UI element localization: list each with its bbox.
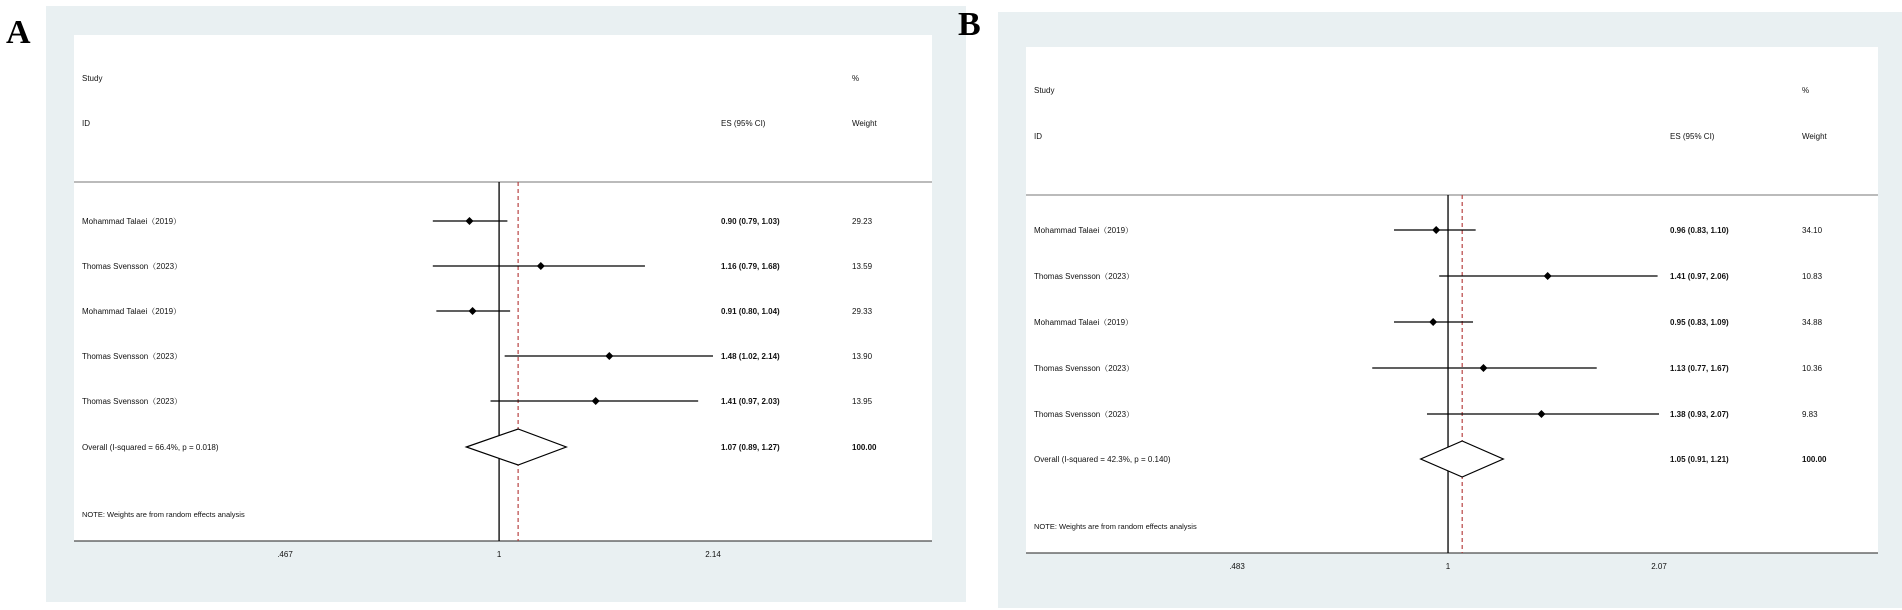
- study-es-ci: 1.38 (0.93, 2.07): [1670, 410, 1729, 419]
- panel-b-letter: B: [958, 6, 981, 43]
- header-weight-percent: %: [852, 74, 860, 83]
- study-weight: 13.90: [852, 352, 873, 361]
- study-es-ci: 0.90 (0.79, 1.03): [721, 217, 780, 226]
- header-weight-label: Weight: [852, 119, 877, 128]
- overall-es-ci: 1.05 (0.91, 1.21): [1670, 455, 1729, 464]
- study-es-ci: 1.41 (0.97, 2.06): [1670, 272, 1729, 281]
- study-point-estimate: [1479, 364, 1487, 372]
- study-label: Thomas Svensson（2023）: [1034, 272, 1135, 281]
- study-label: Thomas Svensson（2023）: [82, 397, 183, 406]
- overall-es-ci: 1.07 (0.89, 1.27): [721, 443, 780, 452]
- study-es-ci: 1.13 (0.77, 1.67): [1670, 364, 1729, 373]
- study-weight: 10.36: [1802, 364, 1823, 373]
- study-point-estimate: [1537, 410, 1545, 418]
- study-point-estimate: [1544, 272, 1552, 280]
- overall-label: Overall (I-squared = 66.4%, p = 0.018): [82, 443, 219, 452]
- study-point-estimate: [1432, 226, 1440, 234]
- study-es-ci: 0.95 (0.83, 1.09): [1670, 318, 1729, 327]
- panel-a-letter: A: [6, 14, 31, 51]
- x-tick-label: 1: [496, 550, 502, 559]
- x-tick-label: .467: [277, 550, 293, 559]
- header-es-label: ES (95% CI): [721, 119, 766, 128]
- study-label: Mohammad Talaei（2019）: [82, 307, 182, 316]
- study-point-estimate: [1429, 318, 1437, 326]
- study-weight: 9.83: [1802, 410, 1818, 419]
- overall-label: Overall (I-squared = 42.3%, p = 0.140): [1034, 455, 1171, 464]
- random-effects-note: NOTE: Weights are from random effects analysis: [1034, 522, 1197, 531]
- overall-weight: 100.00: [852, 443, 877, 452]
- random-effects-note: NOTE: Weights are from random effects analysis: [82, 510, 245, 519]
- overall-weight: 100.00: [1802, 455, 1827, 464]
- study-weight: 34.10: [1802, 226, 1823, 235]
- study-es-ci: 1.48 (1.02, 2.14): [721, 352, 780, 361]
- study-es-ci: 0.96 (0.83, 1.10): [1670, 226, 1729, 235]
- study-label: Mohammad Talaei（2019）: [82, 217, 182, 226]
- study-weight: 13.59: [852, 262, 873, 271]
- study-es-ci: 0.91 (0.80, 1.04): [721, 307, 780, 316]
- study-label: Thomas Svensson（2023）: [1034, 364, 1135, 373]
- study-label: Mohammad Talaei（2019）: [1034, 226, 1134, 235]
- header-id-label: ID: [1034, 132, 1042, 141]
- header-id-label: ID: [82, 119, 90, 128]
- header-weight-percent: %: [1802, 86, 1810, 95]
- study-weight: 34.88: [1802, 318, 1823, 327]
- study-weight: 29.33: [852, 307, 873, 316]
- x-tick-label: 2.14: [705, 550, 721, 559]
- header-weight-label: Weight: [1802, 132, 1827, 141]
- study-label: Thomas Svensson（2023）: [82, 262, 183, 271]
- header-study-label: Study: [82, 74, 103, 83]
- overall-diamond: [1421, 441, 1504, 477]
- study-weight: 29.23: [852, 217, 873, 226]
- study-es-ci: 1.16 (0.79, 1.68): [721, 262, 780, 271]
- header-es-label: ES (95% CI): [1670, 132, 1715, 141]
- x-tick-label: .483: [1229, 562, 1245, 571]
- header-study-label: Study: [1034, 86, 1055, 95]
- study-label: Mohammad Talaei（2019）: [1034, 318, 1134, 327]
- study-weight: 10.83: [1802, 272, 1823, 281]
- study-label: Thomas Svensson（2023）: [82, 352, 183, 361]
- x-tick-label: 2.07: [1651, 562, 1667, 571]
- study-weight: 13.95: [852, 397, 873, 406]
- x-tick-label: 1: [1445, 562, 1451, 571]
- study-es-ci: 1.41 (0.97, 2.03): [721, 397, 780, 406]
- study-label: Thomas Svensson（2023）: [1034, 410, 1135, 419]
